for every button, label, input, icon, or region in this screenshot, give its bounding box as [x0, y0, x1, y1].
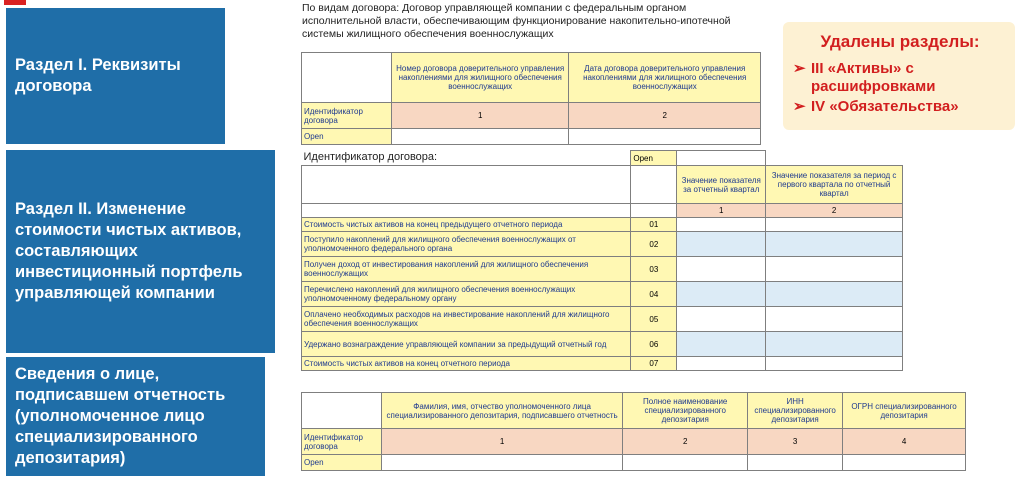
input-cell[interactable]: [391, 129, 569, 145]
row-label: Получен доход от инвестирования накоплений для жилищного обеспечения военнослужащих: [302, 257, 631, 282]
input-cell[interactable]: [843, 455, 966, 471]
notice-title: Удалены разделы:: [820, 32, 980, 51]
input-cell[interactable]: [677, 307, 766, 332]
input-cell[interactable]: [677, 151, 766, 166]
input-cell[interactable]: [677, 357, 766, 371]
open-badge: Open: [631, 151, 677, 166]
table-row: [302, 332, 903, 357]
empty-cell: [631, 204, 677, 218]
row-code: 04: [631, 282, 677, 307]
input-cell[interactable]: [766, 232, 903, 257]
column-number: 2: [623, 429, 748, 455]
sidebar-section-2-label: Раздел II. Изменение стоимости чистых активов, составляющих инвестиционный портфель управляющей компании: [15, 200, 243, 302]
input-cell[interactable]: [766, 218, 903, 232]
input-cell[interactable]: [766, 332, 903, 357]
empty-cell: [302, 204, 631, 218]
row-code: 07: [631, 357, 677, 371]
arrow-bullet-icon: ➢: [793, 98, 806, 115]
column-header: Фамилия, имя, отчество уполномоченного лица специализированного депозитария, подписавшего отчетность: [381, 393, 622, 429]
input-cell[interactable]: [677, 282, 766, 307]
input-cell[interactable]: [766, 357, 903, 371]
empty-header-cell: [302, 166, 631, 204]
contract-id-label: Идентификатор договора:: [303, 151, 438, 164]
arrow-bullet-icon: ➢: [793, 60, 806, 77]
input-cell[interactable]: [677, 232, 766, 257]
table-row: [302, 257, 903, 282]
column-number: 1: [677, 204, 766, 218]
red-marker: [4, 0, 26, 5]
input-cell[interactable]: [677, 218, 766, 232]
row-code: 05: [631, 307, 677, 332]
row-label: Идентификатор договора: [302, 429, 382, 455]
sidebar-section-2: [6, 150, 275, 353]
input-cell[interactable]: [766, 257, 903, 282]
input-cell[interactable]: [766, 282, 903, 307]
row-label: Стоимость чистых активов на конец отчетного периода: [302, 357, 631, 371]
row-code: 06: [631, 332, 677, 357]
input-cell[interactable]: [766, 307, 903, 332]
table-row: [302, 357, 903, 371]
column-header: ОГРН специализированного депозитария: [843, 393, 966, 429]
column-header: Дата договора доверительного управления накоплениями для жилищного обеспечения военнослужащих: [569, 53, 761, 103]
table-row: [302, 282, 903, 307]
input-cell[interactable]: [623, 455, 748, 471]
column-header: Номер договора доверительного управления накоплениями для жилищного обеспечения военнослужащих: [391, 53, 569, 103]
column-number: 1: [391, 103, 569, 129]
row-label: Перечислено накоплений для жилищного обеспечения военнослужащих уполномоченному федеральному органу: [302, 282, 631, 307]
column-number: 2: [766, 204, 903, 218]
input-cell[interactable]: [381, 455, 622, 471]
column-header: Значение показателя за отчетный квартал: [677, 166, 766, 204]
table-row: [302, 307, 903, 332]
row-label: Стоимость чистых активов на конец предыдущего отчетного периода: [302, 218, 631, 232]
contract-details-table: [301, 52, 761, 145]
row-label: Идентификатор договора: [302, 103, 392, 129]
empty-header-cell: [302, 53, 392, 103]
table-row: [302, 218, 903, 232]
sidebar-section-3: [6, 357, 265, 476]
notice-item-text: III «Активы» с расшифровками: [811, 60, 936, 95]
sidebar-section-1-label: Раздел I. Реквизиты договора: [15, 56, 181, 95]
row-code: 01: [631, 218, 677, 232]
intro-text: По видам договора: Договор управляющей компании с федеральным органом исполнительной власти, обеспечивающим функционирование накопительно-ипотечной системы жилищного обеспечения военнослужащих: [302, 2, 731, 40]
input-cell[interactable]: [569, 129, 761, 145]
row-label: Оплачено необходимых расходов на инвестирование накоплений для жилищного обеспечения военнослужащих: [302, 307, 631, 332]
notice-item: [793, 98, 1007, 116]
row-label: Поступило накоплений для жилищного обеспечения военнослужащих от уполномоченного федерального органа: [302, 232, 631, 257]
notice-item-text: IV «Обязательства»: [811, 98, 959, 115]
column-header: ИНН специализированного депозитария: [748, 393, 843, 429]
row-label: Open: [302, 455, 382, 471]
notice-item: [793, 60, 1007, 96]
row-label: Open: [302, 129, 392, 145]
table-row: [302, 232, 903, 257]
row-code: 02: [631, 232, 677, 257]
input-cell[interactable]: [677, 332, 766, 357]
input-cell[interactable]: [748, 455, 843, 471]
column-number: 4: [843, 429, 966, 455]
column-number: 1: [381, 429, 622, 455]
column-number: 3: [748, 429, 843, 455]
column-number: 2: [569, 103, 761, 129]
empty-header-cell: [631, 166, 677, 204]
row-code: 03: [631, 257, 677, 282]
net-assets-table: [301, 150, 903, 371]
empty-header-cell: [302, 393, 382, 429]
column-header: Значение показателя за период с первого квартала по отчетный квартал: [766, 166, 903, 204]
notice-box: [783, 22, 1015, 130]
input-cell[interactable]: [677, 257, 766, 282]
sidebar-section-3-label: Сведения о лице, подписавшем отчетность (уполномоченное лицо специализированного депозитария): [15, 365, 226, 467]
sidebar-section-1: [6, 8, 225, 144]
column-header: Полное наименование специализированного депозитария: [623, 393, 748, 429]
row-label: Удержано вознаграждение управляющей компании за предыдущий отчетный год: [302, 332, 631, 357]
empty-cell: [766, 151, 903, 166]
depositary-signatory-table: [301, 392, 966, 471]
